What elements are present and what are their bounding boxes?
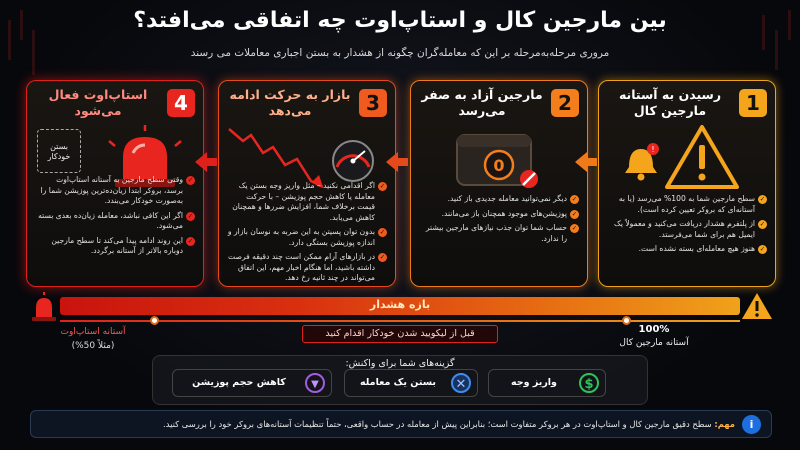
important-note (30, 410, 772, 438)
svg-text:!: ! (651, 145, 655, 154)
step-number: 1 (739, 89, 767, 117)
auto-close-box: بستن خودکار (37, 129, 81, 173)
reduce-position-option[interactable] (172, 369, 332, 397)
check-icon: ✓ (571, 209, 578, 218)
list-item: ✓ سطح مارجین شما به 100% می‌رسد (یا به آستانه‌ای که بروکر تعیین کرده است). (618, 194, 766, 214)
check-icon: ✓ (379, 253, 386, 261)
arrow-left-icon (386, 150, 408, 174)
check-icon: ✓ (759, 220, 766, 228)
close-icon: ✕ (451, 373, 471, 393)
step-bullets (35, 175, 195, 261)
step-visual (421, 123, 577, 193)
action-prompt: قبل از لیکویید شدن خودکار اقدام کنید (302, 325, 498, 343)
list-item: ✓ در بازارهای آرام ممکن است چند دقیقه فرصت داشته باشید، اما هنگام اخبار مهم، این اتفاق می‌تواند در چند ثانیه رخ دهد. (228, 252, 386, 282)
option-label: کاهش حجم پوزیشن (192, 377, 286, 388)
check-icon: ✓ (187, 236, 194, 245)
step-card-2 (410, 80, 588, 287)
check-icon: ✓ (187, 211, 194, 220)
siren-icon (28, 292, 60, 322)
list-item: ✓ اگر اقدامی نکنید – مثل واریز وجه بستن یک معامله یا کاهش حجم پوزیشن – با حرکت قیمت برخلاف شما، افزایش ضرر‌ها و همچنان کاهش می‌یابد. (232, 181, 386, 222)
list-item: ✓ این روند ادامه پیدا می‌کند تا سطح مارجین دوباره بالاتر از آستانه برگردد. (51, 235, 194, 255)
option-label: بستن یک معامله (360, 377, 436, 388)
check-icon: ✓ (187, 176, 194, 184)
info-icon: i (742, 415, 761, 434)
check-icon: ✓ (571, 224, 578, 232)
warning-triangle-icon (607, 123, 765, 193)
close-trade-option[interactable] (344, 369, 478, 397)
step-visual (609, 123, 765, 193)
bell-icon (625, 143, 659, 181)
check-icon: ✓ (571, 195, 578, 203)
warning-triangle-icon (740, 291, 774, 321)
step-number: 3 (359, 89, 387, 117)
step-number: 2 (551, 89, 579, 117)
step-bullets (227, 181, 387, 287)
step-card-4 (26, 80, 204, 287)
margin-call-threshold-label: آستانه مارجین کال (619, 338, 689, 348)
list-item: ✓ بدون توان پسیتن به این ضربه به نوسان بازار و اندازه پوزیشن بستگی دارد. (227, 227, 386, 247)
chart-down-icon: ▼ (305, 373, 325, 393)
margin-call-percent: 100% (638, 324, 670, 335)
step-title: مارجین آزاد به صفر می‌رسد (421, 87, 543, 118)
list-item: ✓ اگر این کافی نباشد، معامله زیان‌ده بعدی بسته می‌شود. (38, 210, 194, 230)
list-item: ✓ حساب شما توان جذب نیازهای مارجین بیشتر را ندارد. (425, 223, 578, 243)
stop-out-marker (150, 316, 159, 325)
page-title: بین مارجین کال و استاپ‌اوت چه اتفاقی می‌افتد؟ (133, 8, 667, 33)
check-icon: ✓ (759, 195, 766, 203)
margin-track (60, 320, 740, 322)
zero-coin-text: 0 (493, 156, 505, 175)
step-number: 4 (167, 89, 195, 117)
list-item: ✓ هنوز هیچ معامله‌ای بسته نشده است. (638, 244, 766, 253)
step-bullets (419, 194, 579, 248)
arrow-left-icon (195, 150, 217, 174)
page-subtitle: مروری مرحله‌به‌مرحله بر این که معامله‌گران چگونه از هشدار به بستن اجباری معاملات می رسند (190, 47, 610, 59)
check-icon: ✓ (379, 228, 386, 236)
option-label: واریز وجه (511, 377, 557, 388)
check-icon: ✓ (759, 245, 766, 253)
step-title: استاپ‌اوت فعال می‌شود (48, 87, 148, 118)
list-item: ✓ دیگر نمی‌توانید معامله جدیدی باز کنید. (447, 194, 578, 203)
step-title: رسیدن به آستانه مارجین کال (618, 87, 722, 118)
deposit-funds-option[interactable] (488, 369, 606, 397)
list-item: ✓ از پلتفرم هشدار دریافت می‌کنید و معمولاً یک ایمیل هم برای شما می‌فرستد. (614, 219, 766, 239)
note-text: مهم: سطح دقیق مارجین کال و استاپ‌اوت در هر بروکر متفاوت است؛ بنابراین پیش از معامله در حساب واقعی، حتماً تنظیمات آستانه‌های بروکر خود را بررسی کنید. (163, 419, 735, 429)
stop-out-example: (مثلاً 50%) (71, 341, 115, 351)
check-icon: ✓ (379, 182, 386, 190)
step-bullets (607, 194, 767, 259)
step-card-3 (218, 80, 396, 287)
step-title: بازار به حرکت ادامه می‌دهد (229, 87, 351, 118)
warning-zone-label: بازه هشدار (369, 298, 431, 311)
options-title: گزینه‌های شما برای واکنش: (345, 358, 455, 369)
arrow-left-icon (575, 150, 597, 174)
list-item: ✓ پوزیشن‌های موجود همچنان باز می‌مانند. (441, 208, 578, 218)
speedometer-icon (333, 141, 373, 181)
stop-out-threshold-label: آستانه استاپ‌اوت (60, 327, 126, 337)
step-card-1 (598, 80, 776, 287)
dollar-icon: $ (579, 373, 599, 393)
list-item: ✓ وقتی سطح مارجین به آستانه استاپ‌اوت برسد، بروکر ابتدا زیان‌ده‌ترین پوزیشن شما را به‌صورت خودکار می‌بندد. (40, 175, 194, 205)
no-entry-icon (520, 170, 538, 188)
wallet-icon (419, 123, 577, 193)
